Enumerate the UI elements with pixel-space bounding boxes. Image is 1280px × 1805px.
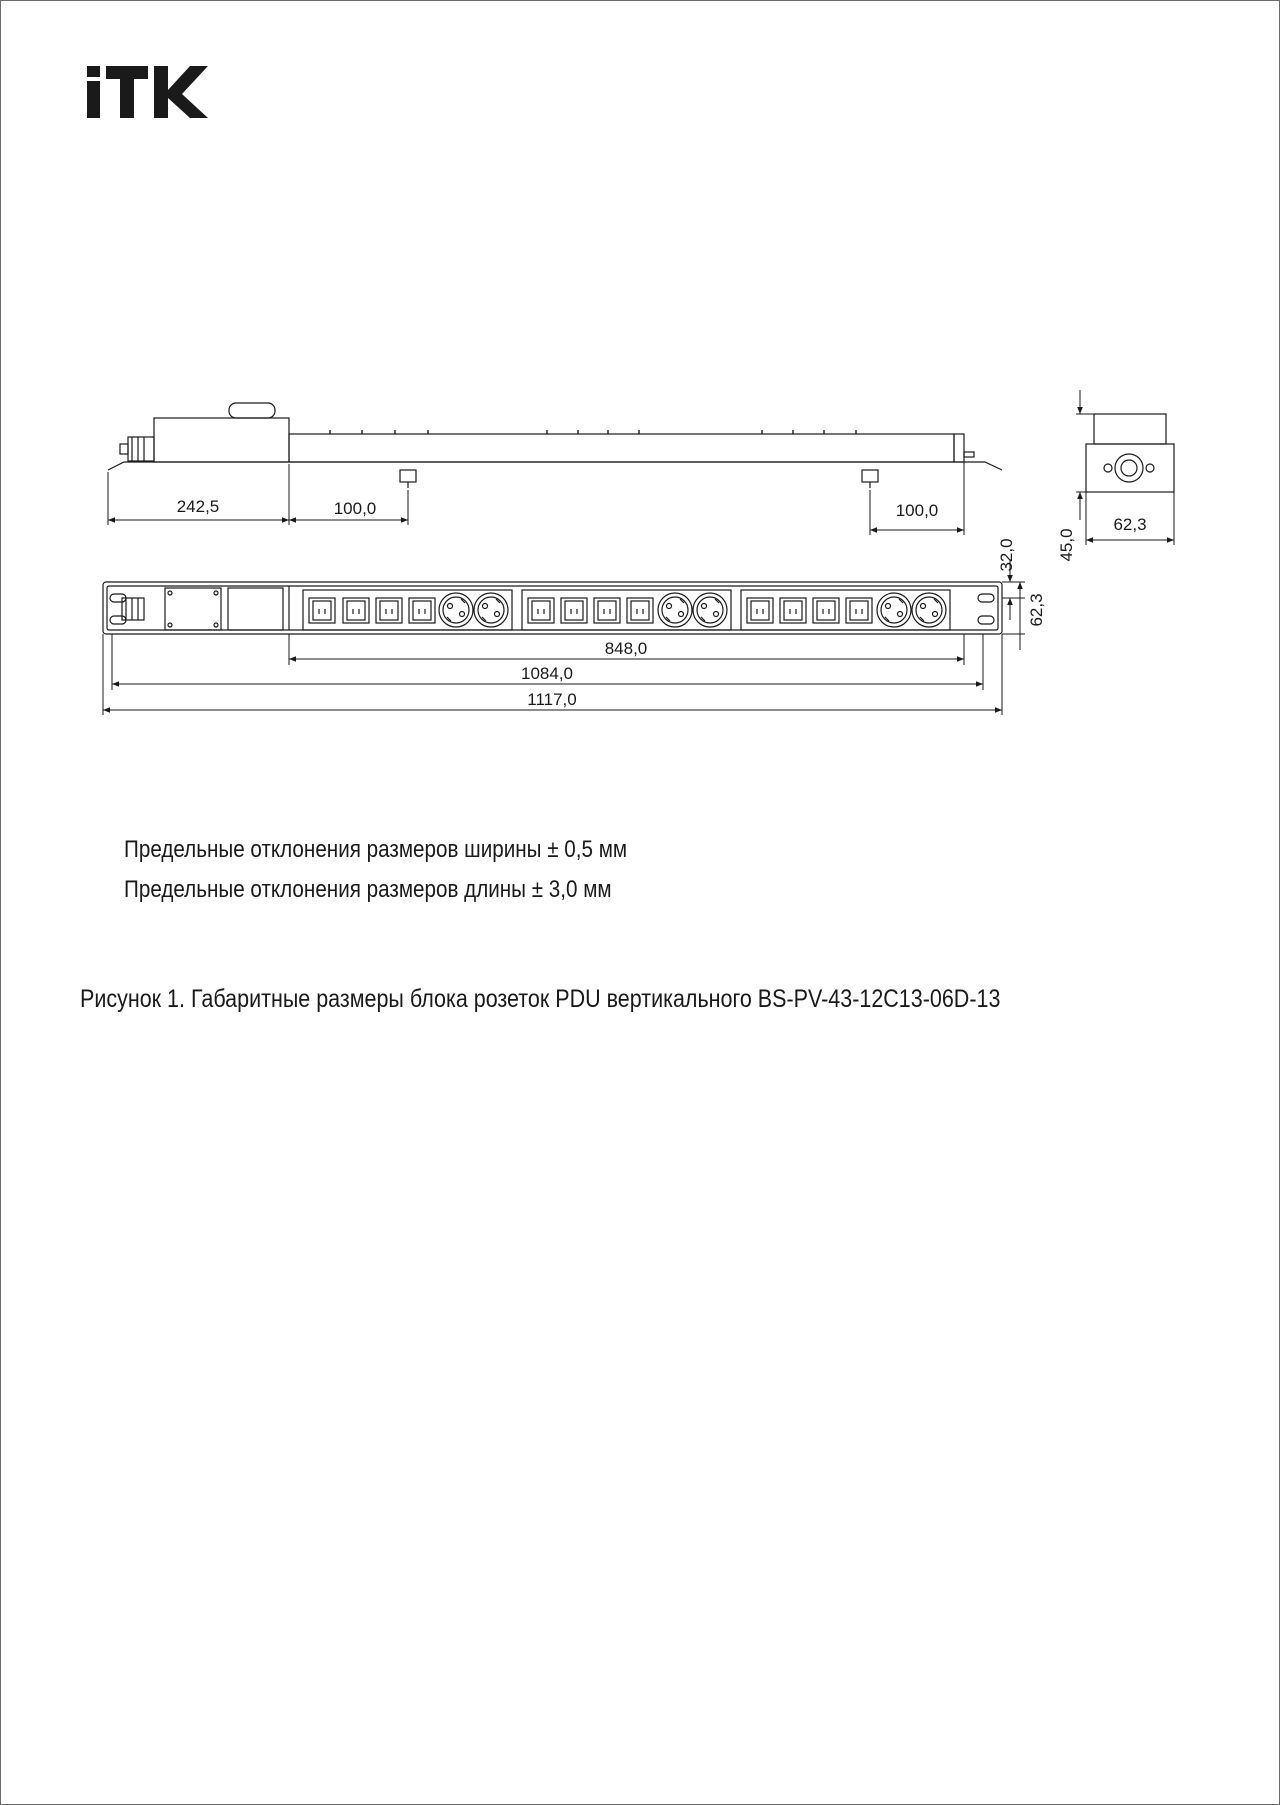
outlet-schuko xyxy=(693,593,727,627)
outlet-c13 xyxy=(343,598,369,623)
front-view xyxy=(103,582,1002,634)
outlet-c13 xyxy=(846,598,872,623)
outlet-schuko xyxy=(912,593,946,627)
dim-242-5: 242,5 xyxy=(176,497,220,516)
figure-caption: Рисунок 1. Габаритные размеры блока розеток PDU вертикального BS-PV-43-12C13-06D-13 xyxy=(80,985,1001,1013)
note-width-tolerance: Предельные отклонения размеров ширины ± 0,5 мм xyxy=(124,836,628,863)
dim-62-3-front: 62,3 xyxy=(1027,593,1046,627)
dim-45: 45,0 xyxy=(1057,528,1076,562)
outlet-schuko xyxy=(439,593,473,627)
outlet-c13 xyxy=(627,598,653,623)
outlets-c13 xyxy=(309,598,872,623)
outlet-c13 xyxy=(376,598,402,623)
outlet-schuko xyxy=(474,593,508,627)
outlet-c13 xyxy=(309,598,335,623)
top-view xyxy=(108,403,1002,488)
outlet-c13 xyxy=(528,598,554,623)
dim-32: 32,0 xyxy=(997,538,1016,572)
pdu-drawing xyxy=(0,0,1280,760)
outlet-c13 xyxy=(561,598,587,623)
outlet-c13 xyxy=(780,598,806,623)
outlet-c13 xyxy=(594,598,620,623)
outlet-c13 xyxy=(747,598,773,623)
dim-848: 848,0 xyxy=(604,639,648,658)
dim-100-left: 100,0 xyxy=(333,499,377,518)
dim-1084: 1084,0 xyxy=(521,664,573,683)
dim-62-3-side: 62,3 xyxy=(1113,515,1147,534)
outlet-schuko xyxy=(877,593,911,627)
dim-100-right: 100,0 xyxy=(895,501,939,520)
note-length-tolerance: Предельные отклонения размеров длины ± 3,0 мм xyxy=(124,876,612,903)
outlet-c13 xyxy=(813,598,839,623)
outlet-c13 xyxy=(409,598,435,623)
outlet-schuko xyxy=(658,593,692,627)
side-view xyxy=(1086,414,1174,492)
dim-1117: 1117,0 xyxy=(527,690,577,709)
